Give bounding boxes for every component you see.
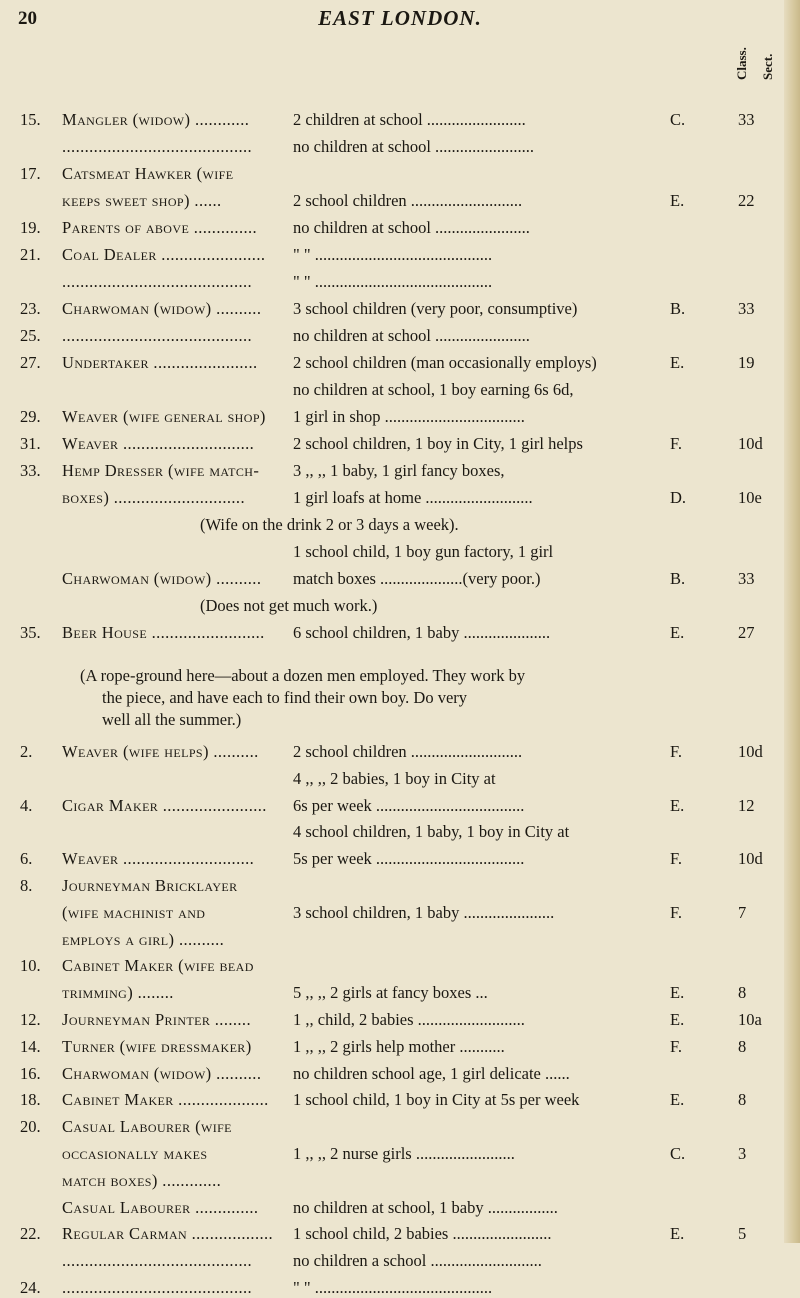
note-line: the piece, and have each to find their own boy. Do very [102, 688, 468, 707]
entry-number: 27. [20, 353, 41, 372]
section-value: 19 [738, 353, 755, 372]
page-edge [784, 0, 800, 1243]
description: 1 school child, 1 boy in City at 5s per week [293, 1090, 580, 1110]
entry-number: 16. [20, 1063, 41, 1083]
entry-number: 20. [20, 1117, 41, 1137]
occupation: keeps sweet shop) ...... [62, 191, 222, 210]
section-value: 10e [738, 488, 762, 507]
entry-number: 17. [20, 164, 41, 183]
class-value: F. [670, 902, 682, 922]
entry-number: 21. [20, 245, 41, 264]
description: 1 ,, ,, 2 girls help mother ........... [293, 1036, 505, 1056]
occupation: Journeyman Printer ........ [62, 1010, 251, 1029]
section-value: 12 [738, 795, 755, 815]
occupation: Weaver ............................. [62, 434, 255, 453]
occupation: Cabinet Maker (wife bead [62, 956, 254, 976]
entry-number: 2. [20, 742, 33, 761]
occupation: .......................................... [62, 137, 253, 156]
description: 5s per week .................................... [293, 849, 525, 869]
class-value: E. [670, 1224, 685, 1244]
occupation: Journeyman Bricklayer [62, 876, 238, 895]
page-title: EAST LONDON. [318, 6, 482, 30]
description: 4 ,, ,, 2 babies, 1 boy in City at [293, 768, 496, 788]
occupation: Casual Labourer .............. [62, 1197, 259, 1217]
column-header-class: Class. [734, 47, 749, 80]
description: (Does not get much work.) [200, 596, 378, 615]
entry-number: 8. [20, 876, 33, 895]
entry-number: 29. [20, 407, 41, 426]
description: no children at school ....................... [293, 218, 530, 237]
occupation: Weaver (wife helps) .......... [62, 742, 259, 761]
description: no children at school ........................ [293, 137, 535, 156]
description: 4 school children, 1 baby, 1 boy in City at [293, 822, 570, 842]
occupation: Mangler (widow) ............ [62, 110, 250, 129]
description: (Wife on the drink 2 or 3 days a week). [200, 515, 459, 534]
entry-number: 19. [20, 218, 41, 237]
occupation: boxes) ............................. [62, 488, 245, 507]
section-value: 8 [738, 983, 747, 1003]
description: " " ........................................... [293, 1278, 493, 1297]
section-value: 10d [738, 849, 763, 869]
class-value: F. [670, 742, 682, 761]
occupation: Charwoman (widow) .......... [62, 299, 262, 318]
description: 3 school children (very poor, consumptive) [293, 299, 578, 318]
page-number: 20 [18, 8, 37, 29]
description: 1 school child, 2 babies ........................ [293, 1224, 552, 1244]
section-value: 33 [738, 569, 755, 588]
class-value: E. [670, 191, 685, 210]
note-line: well all the summer.) [102, 710, 242, 729]
entry-number: 12. [20, 1010, 41, 1029]
entry-number: 24. [20, 1278, 41, 1297]
section-value: 8 [738, 1090, 747, 1110]
section-value: 3 [738, 1144, 747, 1163]
entry-number: 25. [20, 326, 41, 345]
description: 2 school children, 1 boy in City, 1 girl helps [293, 434, 583, 453]
column-header-sect: Sect. [760, 53, 775, 80]
occupation: Charwoman (widow) .......... [62, 569, 262, 588]
description: 2 school children ........................... [293, 191, 523, 210]
occupation: Cabinet Maker .................... [62, 1090, 269, 1110]
section-value: 5 [738, 1224, 747, 1244]
entry-number: 33. [20, 461, 41, 480]
section-value: 27 [738, 623, 755, 642]
occupation: .......................................... [62, 326, 253, 345]
class-value: B. [670, 299, 686, 318]
entry-number: 15. [20, 110, 41, 129]
class-value: F. [670, 849, 682, 869]
occupation: Weaver ............................. [62, 849, 255, 869]
section-value: 10d [738, 434, 763, 453]
description: 6 school children, 1 baby ..................... [293, 623, 551, 642]
occupation: Turner (wife dressmaker) [62, 1036, 252, 1056]
occupation: .......................................... [62, 1251, 253, 1271]
section-value: 8 [738, 1036, 747, 1056]
description: " " ........................................... [293, 272, 493, 291]
entry-number: 23. [20, 299, 41, 318]
class-value: E. [670, 1090, 685, 1110]
note-line: (A rope-ground here—about a dozen men employed. They work by [80, 666, 526, 685]
section-value: 33 [738, 299, 755, 318]
occupation: Regular Carman .................. [62, 1224, 274, 1244]
section-value: 10a [738, 1010, 762, 1029]
class-value: B. [670, 569, 686, 588]
description: 2 school children (man occasionally employs) [293, 353, 597, 372]
description: no children at school, 1 boy earning 6s 6d, [293, 380, 574, 399]
description: no children school age, 1 girl delicate ...... [293, 1063, 570, 1083]
description: 1 girl loafs at home .......................... [293, 488, 533, 507]
entry-number: 18. [20, 1090, 41, 1110]
occupation: employs a girl) .......... [62, 929, 225, 949]
description: " " ........................................... [293, 245, 493, 264]
description: 6s per week .................................... [293, 795, 525, 815]
entry-number: 22. [20, 1224, 41, 1244]
section-value: 33 [738, 110, 755, 129]
occupation: trimming) ........ [62, 983, 174, 1003]
occupation: .......................................... [62, 272, 253, 291]
description: match boxes ....................(very poor.) [293, 569, 541, 588]
class-value: E. [670, 1010, 685, 1029]
entry-number: 35. [20, 623, 41, 642]
class-value: E. [670, 983, 685, 1003]
description: 1 school child, 1 boy gun factory, 1 girl [293, 542, 554, 561]
description: 5 ,, ,, 2 girls at fancy boxes ... [293, 983, 488, 1003]
description: 1 ,, child, 2 babies .......................... [293, 1010, 525, 1029]
description: no children at school, 1 baby ................. [293, 1197, 558, 1217]
entry-number: 14. [20, 1036, 41, 1056]
description: no children at school ....................... [293, 326, 530, 345]
occupation: Beer House ......................... [62, 623, 265, 642]
occupation: Hemp Dresser (wife match- [62, 461, 260, 480]
occupation: Coal Dealer ....................... [62, 245, 266, 264]
description: 2 children at school ........................ [293, 110, 526, 129]
class-value: F. [670, 1036, 682, 1056]
occupation: .......................................... [62, 1278, 253, 1297]
entry-number: 10. [20, 956, 41, 976]
occupation: Casual Labourer (wife [62, 1117, 232, 1137]
description: 1 girl in shop .................................. [293, 407, 525, 426]
description: 1 ,, ,, 2 nurse girls ........................ [293, 1144, 515, 1163]
class-value: E. [670, 795, 685, 815]
section-value: 7 [738, 902, 747, 922]
occupation: Undertaker ....................... [62, 353, 258, 372]
occupation: Catsmeat Hawker (wife [62, 164, 234, 183]
description: 2 school children ........................... [293, 742, 523, 761]
occupation: Parents of above .............. [62, 218, 258, 237]
occupation: occasionally makes [62, 1144, 208, 1163]
occupation: Charwoman (widow) .......... [62, 1063, 262, 1083]
class-value: E. [670, 623, 685, 642]
occupation: Cigar Maker ....................... [62, 795, 267, 815]
section-value: 22 [738, 191, 755, 210]
description: 3 ,, ,, 1 baby, 1 girl fancy boxes, [293, 461, 505, 480]
class-value: D. [670, 488, 687, 507]
entry-number: 31. [20, 434, 41, 453]
section-value: 10d [738, 742, 763, 761]
class-value: F. [670, 434, 682, 453]
occupation: (wife machinist and [62, 902, 206, 922]
description: no children a school ........................... [293, 1251, 542, 1271]
occupation: Weaver (wife general shop) [62, 407, 266, 426]
class-value: C. [670, 1144, 686, 1163]
description: 3 school children, 1 baby ...................... [293, 902, 555, 922]
entry-number: 4. [20, 795, 33, 815]
occupation: match boxes) ............. [62, 1170, 222, 1190]
class-value: C. [670, 110, 686, 129]
class-value: E. [670, 353, 685, 372]
entry-number: 6. [20, 849, 33, 869]
